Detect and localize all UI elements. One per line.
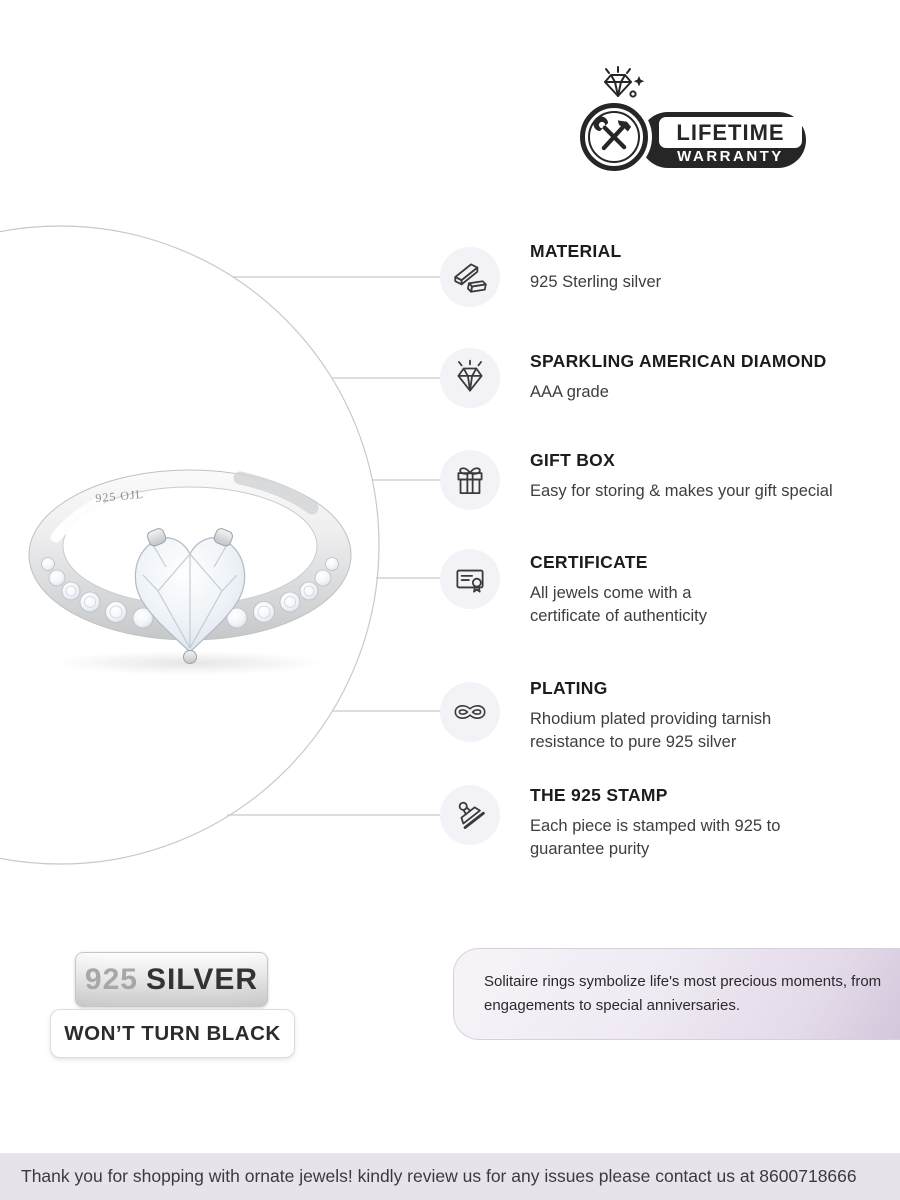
feature-title: MATERIAL [530,241,622,261]
footer-bar: Thank you for shopping with ornate jewels! kindly review us for any issues please contact us at 8600718666 [0,1153,900,1200]
feature-description: Easy for storing & makes your gift special [530,482,833,500]
feature-title: SPARKLING AMERICAN DIAMOND [530,351,827,371]
feature-title: CERTIFICATE [530,552,648,572]
feature-description: Each piece is stamped with 925 to guarantee purity [530,817,781,858]
ring-engraving: 925 OJL [94,486,145,506]
feature-description: 925 Sterling silver [530,273,662,291]
feature-description: Rhodium plated providing tarnish resistance to pure 925 silver [530,710,772,751]
feature-row-diamond [440,348,827,408]
silver-925-plate [75,952,268,1007]
wont-turn-black-badge: WON’T TURN BLACK [50,1009,295,1058]
feature-row-certificate [440,549,765,628]
feature-row-material [440,241,662,307]
feature-row-plating [440,678,805,754]
warranty-line1: LIFETIME [659,117,802,148]
tools-icon [590,113,638,161]
diamond-ring-icon [588,64,652,110]
infinity-icon [440,682,500,742]
diamond-icon [440,348,500,408]
gift-box-icon [440,450,500,510]
feature-title: THE 925 STAMP [530,785,668,805]
feature-description: AAA grade [530,383,609,401]
feature-description: All jewels come with a certificate of authenticity [530,584,708,625]
warranty-line2: WARRANTY [677,148,784,165]
certificate-icon [440,549,500,609]
silver-925-prefix: 925 [84,963,138,996]
ring-image [0,455,400,685]
silver-925-label: SILVER [145,963,259,996]
feature-row-giftbox [440,450,833,510]
stamp-icon [440,785,500,845]
silver-bars-icon [440,247,500,307]
warranty-circle [580,103,648,171]
feature-title: GIFT BOX [530,450,616,470]
solitaire-info-box: Solitaire rings symbolize life's most precious moments, from engagements to special anniversaries. [453,948,900,1040]
feature-row-stamp [440,785,820,861]
feature-title: PLATING [530,678,608,698]
